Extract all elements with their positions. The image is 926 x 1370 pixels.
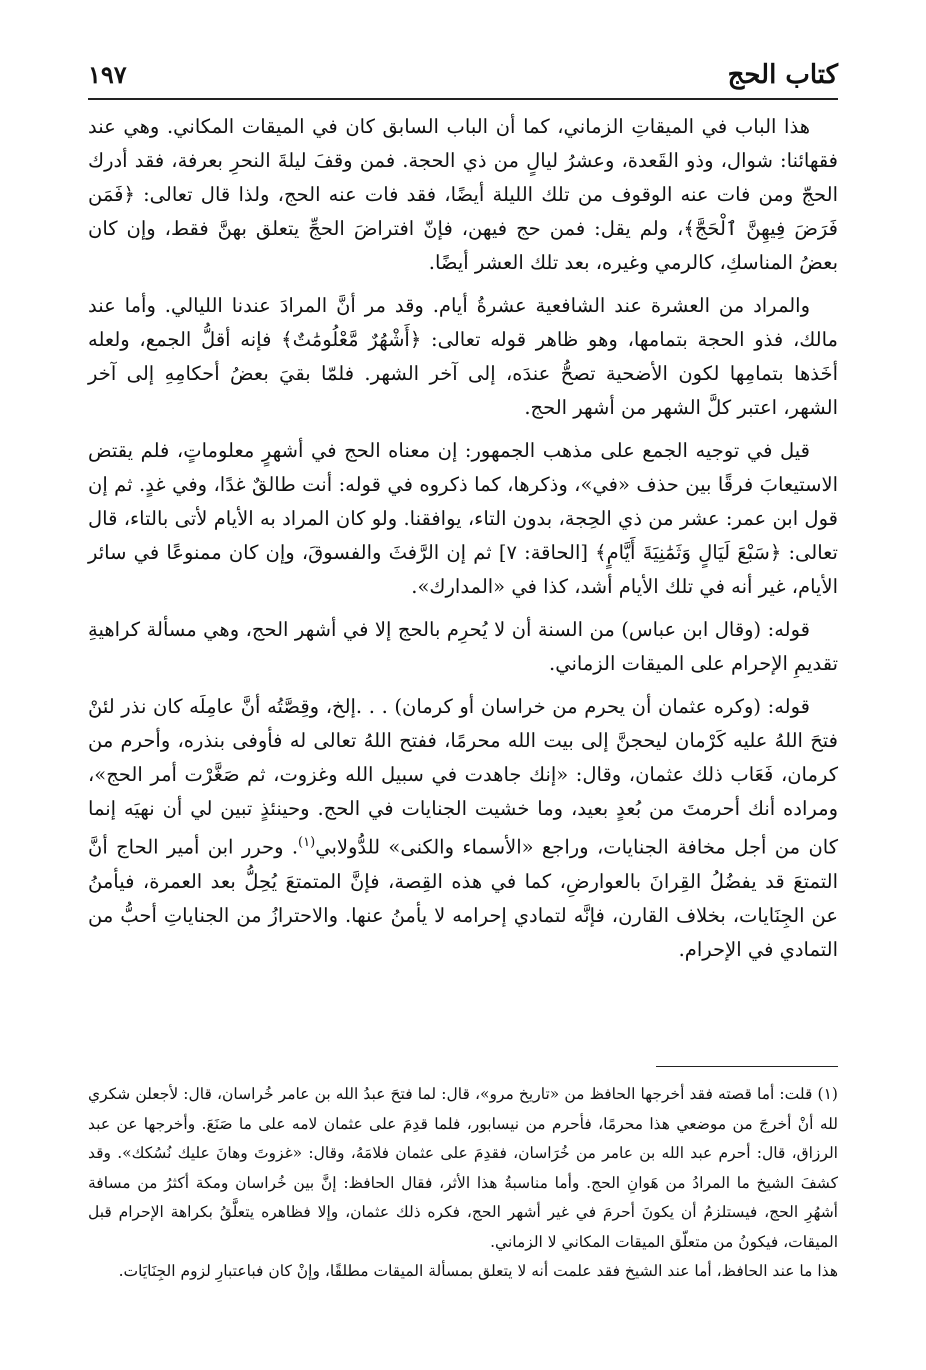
paragraph-text: قوله: (وكره عثمان أن يحرم من خراسان أو كرمان) . . .إلخ، وقِصَّتُه أنَّ عامِلَه كان نذر لئنْ فتحَ اللهُ عليه كَرْمان ليحجنَّ إلى بيت الله محرمًا، ففتح اللهُ تعالى له فأوفى بنذره، وأحرم من كرمان، فَعَاب ذلك عثمان، وقال: «إنك جاهدت في سبيل الله وغزوت، ثم صَغَّرْت أمر الحج»، ومراده أنك أحرمتَ من بُعدٍ بعيد، وما خشيت الجنايات في الحج. وحينئذٍ تبين لي أن نهيَه إنما كان من أجل مخافة الجنايات، وراجع «الأسماء والكنى» للدُّولابي: [88, 695, 838, 859]
main-text: [88, 110, 838, 976]
footnote-reference[interactable]: (١): [298, 835, 316, 850]
footnote-separator: [656, 1066, 838, 1067]
page-number: ١٩٧: [88, 60, 127, 89]
paragraph: قيل في توجيه الجمع على مذهب الجمهور: إن معناه الحج في أشهرٍ معلوماتٍ، فلم يقتض الاستيعابَ فرقًا بين حذف «في»، وذكرها، كما ذكروه في قوله: أنت طالقٌ غدًا، وفي غدٍ. ثم إن قول ابن عمر: عشر من ذي الحِجة، بدون التاء، يوافقنا. ولو كان المراد به الأيام لأتى بالتاء، قال تعالى: ﴿سَبْعَ لَيَالٍ وَثَمَٰنِيَةَ أَيَّامٍ﴾ [الحاقة: ٧] ثم إن الرَّفثَ والفسوقَ، وإن كان ممنوعًا في سائر الأيام، غير أنه في تلك الأيام أشد، كذا في «المدارك».: [88, 439, 838, 598]
paragraph: والمراد من العشرة عند الشافعية عشرةُ أيام. وقد مر أنَّ المرادَ عندنا الليالي. وأما عند مالك، فذو الحجة بتمامها، وهو ظاهر قوله تعالى: ﴿أَشْهُرٌ مَّعْلُومَٰتٌ﴾ فإنه أقلُّ الجمع، ولعله أخَذها بتمامِها لكون الأضحية تصحُّ عندَه، إلى آخر الشهر. فلمّا بقيَ بعضُ أحكامِهِ إلى آخر الشهر، اعتبر كلَّ الشهر من أشهر الحج.: [88, 294, 838, 419]
paragraph-text: . وحرر ابن أمير الحاج أنَّ التمتعَ قد يفضُلُ القِرانَ بالعوارضِ، كما في هذه القِصة، فإنَّ المتمتعَ يُحِلُّ بعد العمرة، فيأمنُ عن الجِنَايات، بخلاف القارن، فإنَّه لتمادي إحرامه لا يأمنُ عنها. والاحترازُ من الجناياتِ أحبُّ من التمادي في الإحرام.: [88, 835, 838, 961]
running-header: [88, 52, 838, 100]
paragraph: هذا الباب في الميقاتِ الزماني، كما أن الباب السابق كان في الميقات المكاني. وهي عند فقهائنا: شوال، وذو القَعدة، وعشرُ ليالٍ من ذي الحجة. فمن وقفَ ليلةَ النحرِ بعرفة، فقد أدرك الحجّ ومن فات عنه الوقوف من تلك الليلة أيضًا، فقد فات عنه الحج، ولذا قال تعالى: ﴿فَمَن فَرَضَ فِيهِنَّ ٱلْحَجَّ﴾، ولم يقل: فمن حج فيهن، فإنّ افتراضَ الحجِّ يتعلق بهنَّ فقط، وإن كان بعضُ المناسكِ، كالرمي وغيره، بعد تلك العشر أيضًا.: [88, 115, 838, 274]
footnotes: [88, 1080, 838, 1287]
footnote-continuation: هذا ما عند الحافظ، أما عند الشيخ فقد علمت أنه لا يتعلق بمسألة الميقات مطلقًا، وإنْ كان فباعتبارِ لزوم الجِنَايَات.: [118, 1262, 838, 1280]
paragraph: قوله: (وقال ابن عباس) من السنة أن لا يُحرِم بالحج إلا في أشهر الحج، وهي مسألة كراهيةِ تقديمِ الإحرام على الميقات الزماني.: [88, 618, 838, 675]
footnote-text: قلت: أما قصته فقد أخرجها الحافظ من «تاريخ مرو»، قال: لما فتحَ عبدُ الله بن عامر خُراسان، قال: لأجعلن شكري لله أنْ أخرجَ من موضعي هذا محرمًا، فأحرم من نيسابور، فلما قدِمَ على عثمان لامه على ما صَنَعَ. وأخرجها عن عبد الرزاق، قال: أحرم عبد الله بن عامر من خُرَاسان، فقدِمَ على عثمان فلامَهُ، وقال: «غزوتَ وهانَ عليك نُسُكك». وقد كشفَ الشيخ ما المرادُ من هَوانِ الحج. وأما مناسبةُ هذا الأثر، فقال الحافظ: إنَّ بين خُراسان ومكة أكثرُ من مسافة أشهُرِ الحج، فيستلزمُ أن يكونَ أحرمَ في غير أشهر الحج، فكره ذلك عثمان، وإلا فظاهره يتعلَّقُ بكراهة الإحرام قبل الميقات، فيكونُ من متعلّق الميقات المكاني لا الزماني.: [88, 1085, 838, 1251]
footnote-marker: (١): [817, 1085, 838, 1103]
paragraph: [88, 690, 838, 967]
chapter-title: كتاب الحج: [727, 60, 838, 90]
footnote: [88, 1080, 838, 1257]
